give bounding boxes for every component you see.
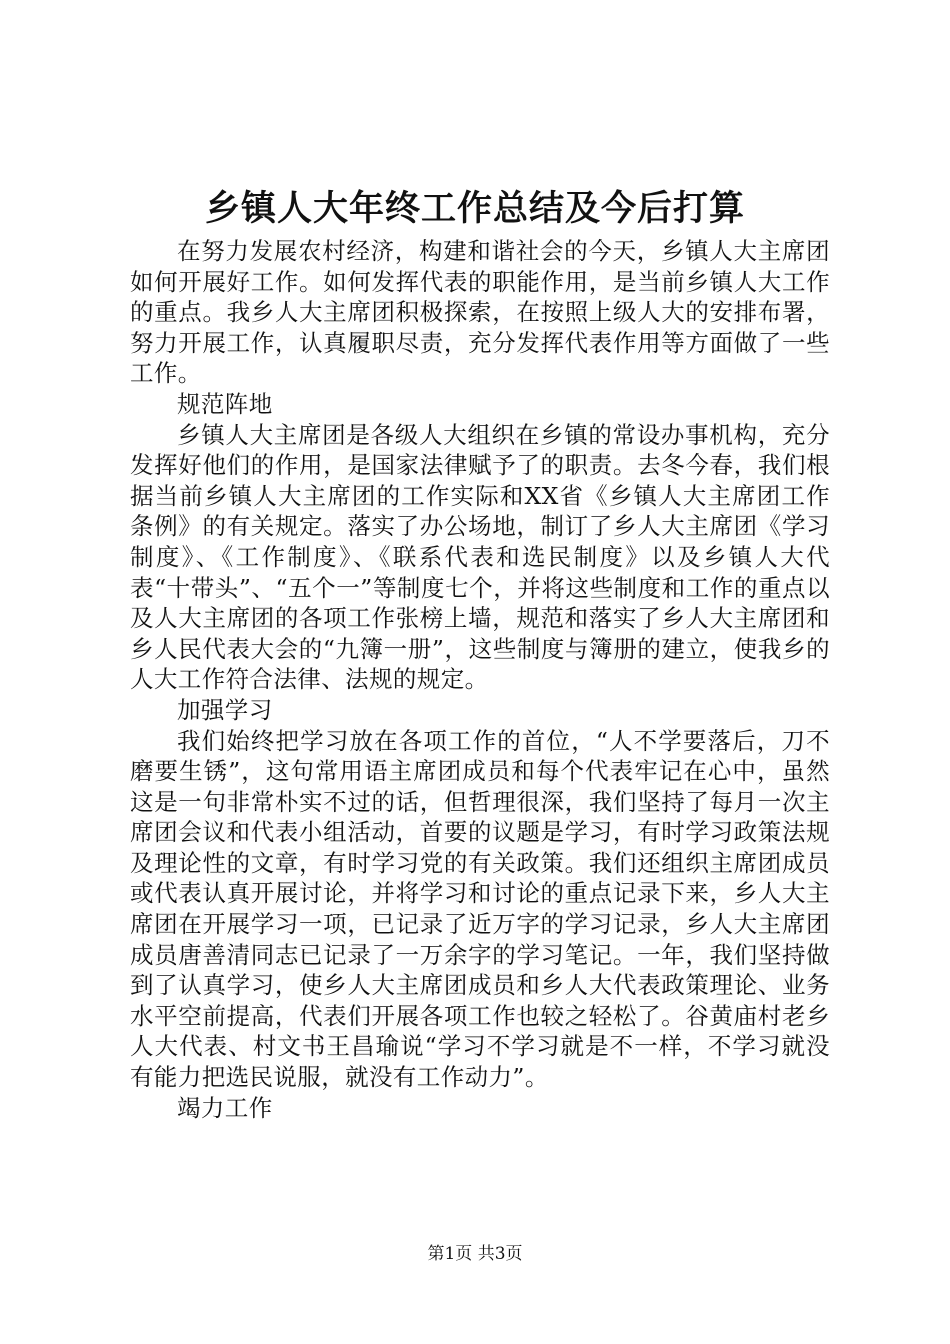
section-heading-xuexi: 加强学习 — [177, 695, 273, 724]
document-title: 乡镇人大年终工作总结及今后打算 — [204, 188, 745, 229]
section-paragraph-xuexi: 我们始终把学习放在各项工作的首位，“人不学要落后，刀不磨要生锈”，这句常用语主席团成员和每个代表牢记在心中，虽然这是一句非常朴实不过的话，但哲理很深，我们坚持了每月一次主席团会议和代表小组活动，首要的议题是学习，有时学习政策法规及理论性的文章，有时学习党的有关政策。我们还组织主席团成员或代表认真开展讨论，并将学习和讨论的重点记录下来，乡人大主席团在开展学习一项，已记录了近万字的学习记录，乡人大主席团成员唐善清同志已记录了一万余字的学习笔记。一年，我们坚持做到了认真学习，使乡人大主席团成员和乡人大代表政策理论、业务水平空前提高，代表们开展各项工作也较之轻松了。谷黄庙村老乡人大代表、村文书王昌瑜说“学习不学习就是不一样，不学习就没有能力把选民说服，就没有工作动力”。 — [130, 726, 830, 1092]
section-paragraph-guifan: 乡镇人大主席团是各级人大组织在乡镇的常设办事机构，充分发挥好他们的作用，是国家法律赋予了的职责。去冬今春，我们根据当前乡镇人大主席团的工作实际和XX省《乡镇人大主席团工作条例》的有关规定。落实了办公场地，制订了乡人大主席团《学习制度》、《工作制度》、《联系代表和选民制度》以及乡镇人大代表“十带头”、“五个一”等制度七个，并将这些制度和工作的重点以及人大主席团的各项工作张榜上墙，规范和落实了乡人大主席团和乡人民代表大会的“九簿一册”，这些制度与簿册的建立，使我乡的人大工作符合法律、法规的规定。 — [130, 420, 830, 694]
document-body — [130, 236, 830, 1123]
section-heading-guifan: 规范阵地 — [177, 389, 273, 418]
page-footer: 第1页 共3页 — [427, 1244, 523, 1264]
section-heading-gongzuo: 竭力工作 — [177, 1093, 273, 1122]
intro-paragraph: 在努力发展农村经济，构建和谐社会的今天，乡镇人大主席团如何开展好工作。如何发挥代表的职能作用，是当前乡镇人大工作的重点。我乡人大主席团积极探索，在按照上级人大的安排布署，努力开展工作，认真履职尽责，充分发挥代表作用等方面做了一些工作。 — [130, 237, 830, 388]
